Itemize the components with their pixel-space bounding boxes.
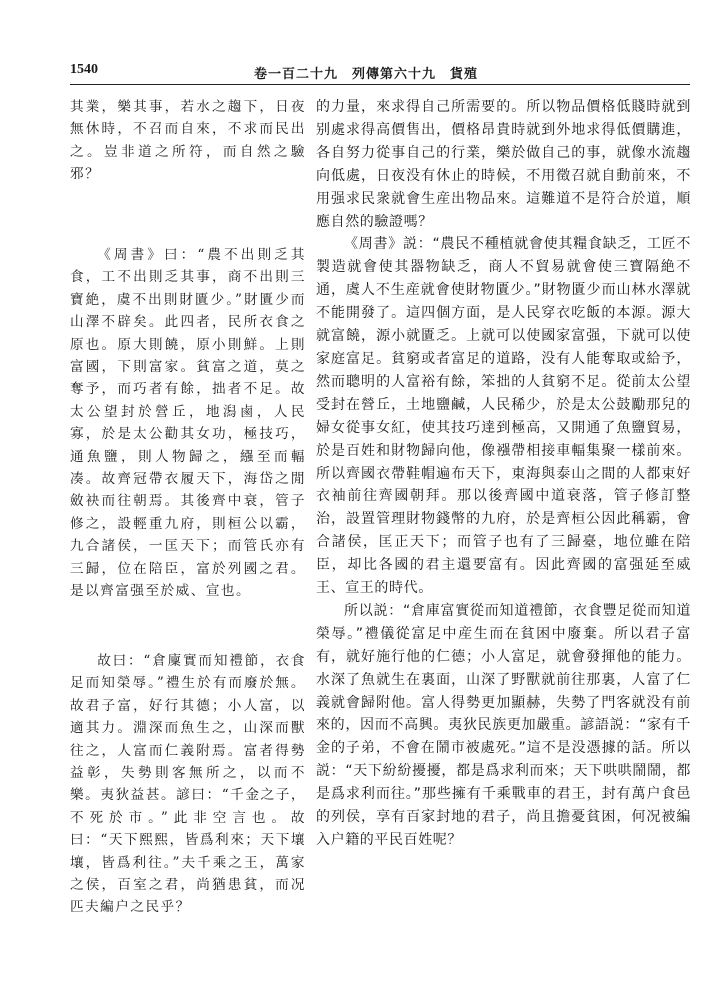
- page-header: [70, 62, 690, 84]
- classical-paragraph-2: 《周書》曰：“農不出則乏其食，工不出則乏其事，商不出則三寶絶，虞不出則財匱少。”財匱少而山澤不辟矣。此四者，民所衣食之原也。原大則饒，原小則鮮。上則富國，下則富家。貧富之道，莫之奪予，而巧者有餘，拙者不足。故太公望封於營丘，地潟鹵，人民寡，於是太公勸其女功，極技巧，通魚鹽，則人物歸之，繦至而輻凑。故齊冠帶衣履天下，海岱之閒斂袂而往朝焉。其後齊中衰，管子修之，設輕重九府，則桓公以霸，九合諸侯，一匡天下；而管氏亦有三歸，位在陪臣，富於列國之君。是以齊富强至於威、宣也。: [70, 247, 306, 600]
- translation-paragraph-3: 所以説：“倉庫富實從而知道禮節，衣食豐足從而知道榮辱。”禮儀從富足中産生而在貧困中廢棄。所以君子富有，就好施行他的仁德；小人富足，就會發揮他的能力。水深了魚就生在裏面，山深了野獸就前往那裏，人富了仁義就會歸附他。富人得勢更加顯赫，失勢了門客就没有前來的，因而不高興。夷狄民族更加嚴重。諺語説：“家有千金的子弟，不會在鬧市被處死。”這不是没憑據的話。所以説：“天下紛紛擾擾，都是爲求利而來；天下哄哄鬧鬧，都是爲求利而往。”那些擁有千乘戰車的君王，封有萬户食邑的列侯，享有百家封地的君子，尚且擔憂貧困，何况被編入户籍的平民百姓呢？: [316, 602, 691, 848]
- right-column: [316, 96, 691, 852]
- running-title: 卷一百二十九 列傳第六十九 貨殖: [254, 67, 479, 82]
- classical-paragraph-3: 故曰：“倉廩實而知禮節，衣食足而知榮辱。”禮生於有而廢於無。故君子富，好行其德；小人富，以適其力。淵深而魚生之，山深而獸往之，人富而仁義附焉。富者得勢益彰，失勢則客無所之，以而不樂。夷狄益甚。諺曰：“千金之子，不死於市。”此非空言也。故曰：“天下熙熙，皆爲利來；天下壤壤，皆爲利往。”夫千乘之王，萬家之侯，百室之君，尚猶患貧，而况匹夫編户之民乎？: [70, 653, 306, 916]
- left-column-block-1: [70, 96, 306, 186]
- left-column-block-2: [70, 244, 306, 603]
- page-number: 1540: [70, 62, 98, 77]
- classical-paragraph-1: 其業，樂其事，若水之趨下，日夜無休時，不召而自來，不求而民出之。豈非道之所符，而自然之驗邪？: [70, 99, 306, 183]
- header-rule: [70, 84, 690, 85]
- left-column-block-3: [70, 650, 306, 919]
- translation-paragraph-2: 《周書》説：“農民不種植就會使其糧食缺乏，工匠不製造就會使其器物缺乏，商人不貿易就會使三寶隔絶不通，虞人不生産就會使財物匱少。”財物匱少而山林水澤就不能開發了。這四個方面，是人民穿衣吃飯的本源。源大就富饒，源小就匱乏。上就可以使國家富强，下就可以使家庭富足。貧窮或者富足的道路，没有人能奪取或給予，然而聰明的人富裕有餘，笨拙的人貧窮不足。從前太公望受封在營丘，土地鹽鹹，人民稀少，於是太公鼓勵那兒的婦女從事女紅，使其技巧達到極高，又開通了魚鹽貿易，於是百姓和財物歸向他，像襁帶相接車輻集聚一樣前來。所以齊國衣帶鞋帽遍布天下，東海與泰山之間的人都束好衣袖前往齊國朝拜。那以後齊國中道衰落，管子修訂整治，設置管理財物錢幣的九府，於是齊桓公因此稱霸，會合諸侯，匡正天下；而管子也有了三歸臺，地位雖在陪臣，却比各國的君主還要富有。因此齊國的富强延至威王、宣王的時代。: [316, 236, 691, 597]
- translation-paragraph-1: 的力量，來求得自己所需要的。所以物品價格低賤時就到别處求得高價售出，價格昂貴時就到外地求得低價購進，各自努力從事自己的行業，樂於做自己的事，就像水流趨向低處，日夜没有休止的時候，不用徵召就自動前來，不用强求民衆就會生産出物品來。這難道不是符合於道，順應自然的驗證嗎？: [316, 99, 691, 230]
